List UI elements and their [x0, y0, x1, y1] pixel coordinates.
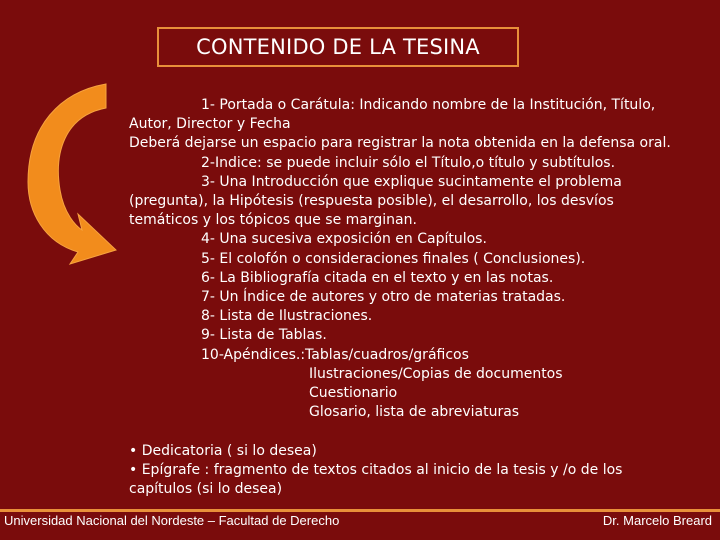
content-line: temáticos y los tópicos que se marginan.	[129, 212, 417, 229]
footer-institution: Universidad Nacional del Nordeste – Facultad de Derecho	[4, 513, 340, 528]
bullet-list	[129, 442, 689, 499]
content-line: 1- Portada o Carátula: Indicando nombre de la Institución, Título,	[201, 97, 656, 113]
bullet-item: • Epígrafe : fragmento de textos citados al inicio de la tesis y /o de los	[129, 462, 623, 478]
content-line: 9- Lista de Tablas.	[201, 327, 327, 344]
content-line: Deberá dejarse un espacio para registrar la nota obtenida en la defensa oral.	[129, 135, 671, 152]
content-line: 2-Indice: se puede incluir sólo el Título,o título y subtítulos.	[201, 154, 616, 171]
content-line: Autor, Director y Fecha	[129, 116, 291, 133]
content-line: Glosario, lista de abreviaturas	[309, 404, 520, 421]
footer-author: Dr. Marcelo Breard	[602, 513, 712, 528]
title-box	[157, 27, 519, 67]
content-line: 3- Una Introducción que explique sucintamente el problema	[201, 173, 622, 190]
content-line: 6- La Bibliografía citada en el texto y en las notas.	[201, 269, 554, 286]
footer-divider	[0, 509, 720, 512]
content-line: Cuestionario	[309, 385, 398, 402]
content-line: 7- Un Índice de autores y otro de materias tratadas.	[201, 289, 566, 306]
slide-title: CONTENIDO DE LA TESINA	[196, 35, 480, 59]
content-line: 8- Lista de Ilustraciones.	[201, 308, 373, 325]
bullet-item: • Dedicatoria ( si lo desea)	[129, 443, 317, 459]
bullet-item: capítulos (si lo desea)	[129, 481, 283, 497]
content-line: (pregunta), la Hipótesis (respuesta posible), el desarrollo, los desvíos	[129, 193, 614, 210]
content-line: 10-Apéndices.:Tablas/cuadros/gráficos	[201, 346, 469, 363]
curved-arrow-icon	[20, 82, 120, 272]
content-line: 4- Una sucesiva exposición en Capítulos.	[201, 231, 487, 248]
content-line: Ilustraciones/Copias de documentos	[309, 365, 563, 382]
content-list	[129, 96, 709, 422]
content-line: 5- El colofón o consideraciones finales ( Conclusiones).	[201, 250, 586, 267]
